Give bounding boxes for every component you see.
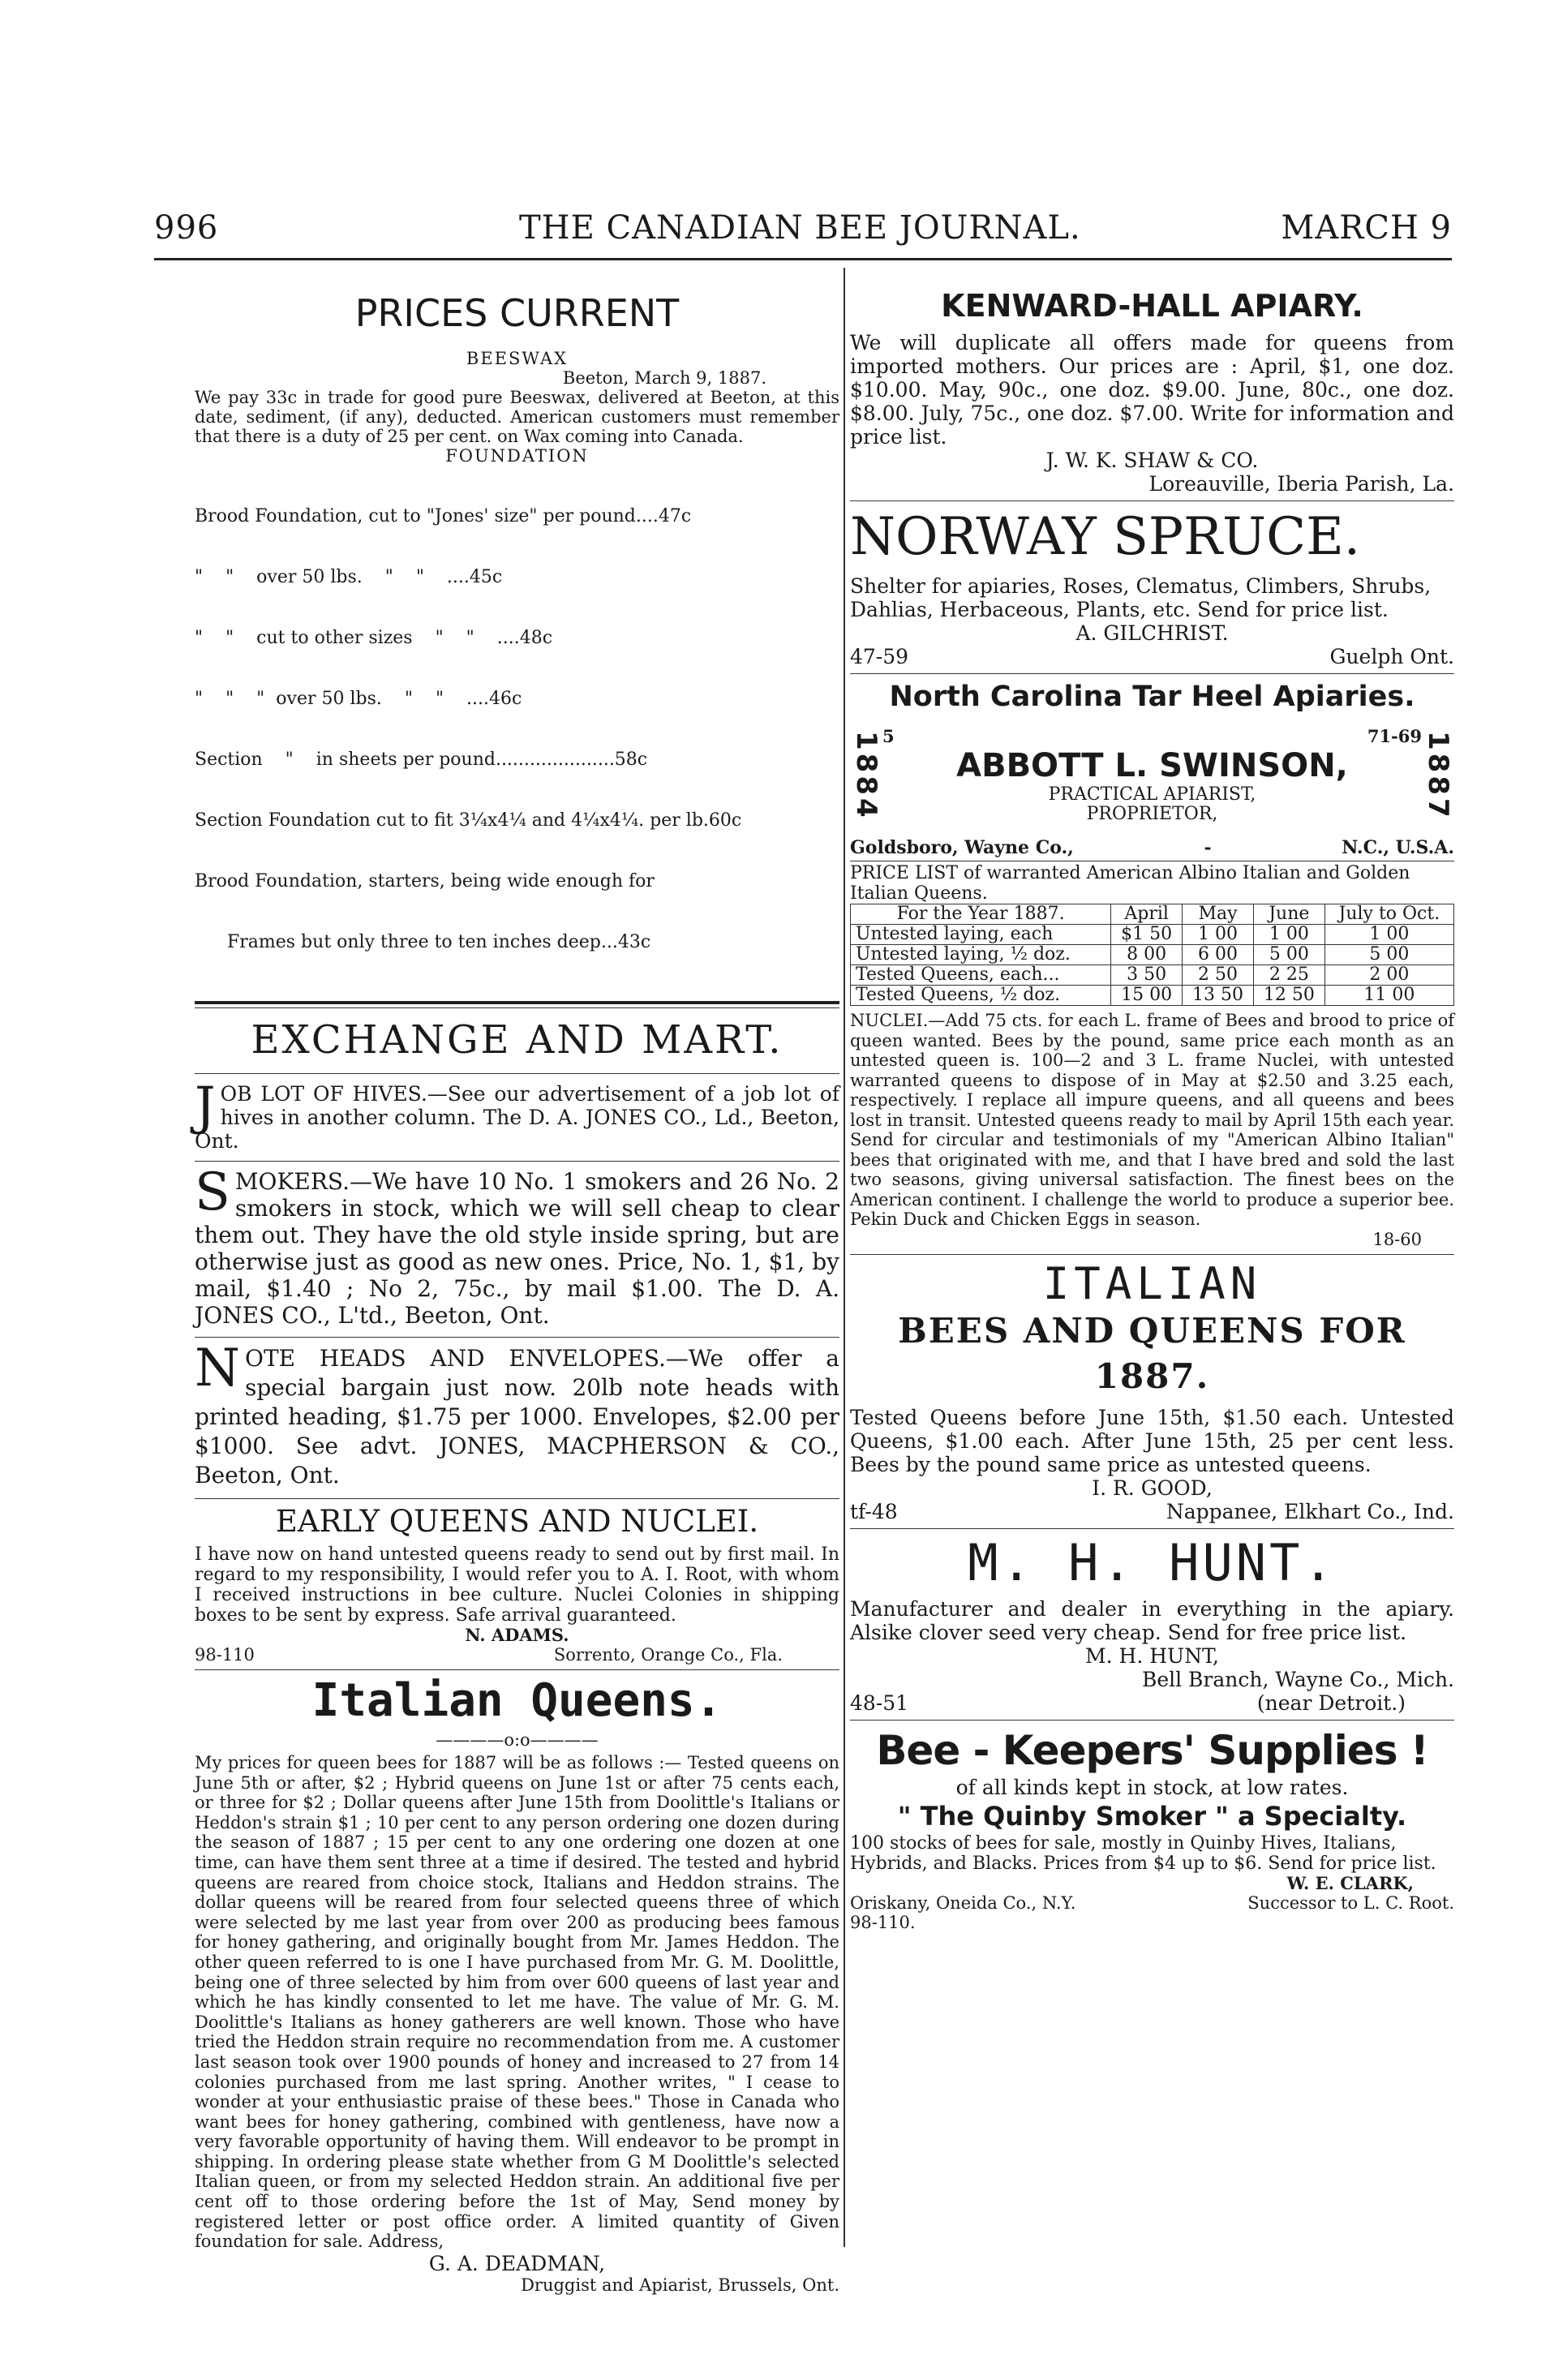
swinson-stamp: [850, 715, 1454, 836]
italian2-text: Tested Queens before June 15th, $1.50 each. Untested Queens, $1.00 each. After June 15th, 25 per cent less. Bees by the pound same price as untested queens.: [850, 1405, 1454, 1476]
keepers-successor: Successor to L. C. Root.: [1247, 1892, 1454, 1913]
table-row: [851, 965, 1454, 986]
italian-text: My prices for queen bees for 1887 will be as follows :— Tested queens on June 5th or after, $2 ; Hybrid queens on June 1st or after 75 cents each, or three for $2 ; Dollar queens after June 15th from Doolittle's Italians or Heddon's strain $1 ; 10 per cent to any person ordering one dozen during the season of 1887 ; 15 per cent to any one ordering one dozen at one time, can have them sent three at a time if desired. The tested and hybrid queens are reared from choice stock, Italians and Heddon strains. The dollar queens will be reared from four selected queens three of which were selected by me last year from over 200 as producing bees famous for honey gathering, and originally bought from Mr. James Heddon. The other queen referred to is one I have purchased from Mr. G. M. Doolittle, being one of three selected by him from over 600 queens of last year and which he has kindly consented to let me have. The value of Mr. G. M. Doolittle's Italians as honey gatherers are well known. Those who have tried the Heddon strain require no recommendation from me. A customer last season took over 1900 pounds of honey and increased to 27 from 14 colonies purchased from me last spring. Another writes, " I cease to wonder at your enthusiastic praise of these bees." Those in Canada who want bees for honey gathering, combined with gentleness, have now a very favorable opportunity of having them. Will endeavor to be prompt in shipping. In ordering please state whether from G M Doolittle's selected Italian queen, or from my selected Heddon strain. An additional five per cent off to those ordering before the 1st of May, Send money by registered letter or post office order. A limited quantity of Given foundation for sale. Address,: [195, 1753, 839, 2252]
keepers-code: 98-110.: [850, 1912, 916, 1932]
place-dash: -: [1204, 837, 1212, 858]
table-cell: 13 50: [1183, 986, 1254, 1006]
italian2-address: Nappanee, Elkhart Co., Ind.: [1166, 1499, 1454, 1523]
column-header: April: [1111, 904, 1183, 925]
drop-cap: J: [195, 1076, 216, 1136]
italian2-code: tf-48: [850, 1499, 898, 1523]
italian2-footer: [850, 1500, 1454, 1523]
kenward-hall-ad: [850, 286, 1454, 496]
kenward-title: KENWARD-HALL APIARY.: [941, 288, 1363, 324]
issue-date: MARCH 9: [1281, 209, 1452, 247]
table-cell: 2 25: [1253, 965, 1324, 986]
hunt-note: (near Detroit.): [1256, 1690, 1406, 1715]
section-rule: [195, 1669, 839, 1670]
hunt-text: Manufacturer and dealer in everything in the apiary. Alsike clover seed very cheap. Send for free price list.: [850, 1596, 1454, 1644]
section-rule: [195, 1073, 839, 1074]
foundation-head: FOUNDATION: [445, 446, 589, 466]
norway-spruce-ad: [850, 506, 1454, 668]
prices-current: [195, 290, 839, 993]
tar-heel-ad: [850, 679, 1454, 1249]
italian2-title1: ITALIAN: [1042, 1257, 1262, 1309]
column-header: For the Year 1887.: [851, 904, 1111, 925]
foundation-row: Section Foundation cut to fit 3¼x4¼ and 4¼x4¼. per lb.60c: [195, 810, 742, 831]
prices-title: PRICES CURRENT: [354, 291, 680, 335]
table-cell: 12 50: [1253, 986, 1324, 1006]
divider-ornament: ————o:o————: [436, 1730, 599, 1750]
kenward-address: Loreauville, Iberia Parish, La.: [1148, 472, 1454, 496]
page-number: 996: [154, 209, 219, 247]
journal-title: THE CANADIAN BEE JOURNAL.: [519, 209, 1081, 247]
section-rule: [850, 1528, 1454, 1529]
keepers-signer: W. E. CLARK,: [1286, 1872, 1414, 1893]
section-rule: [850, 1254, 1454, 1255]
italian-queens-ad: [195, 1675, 839, 2295]
hunt-code: 48-51: [850, 1690, 909, 1715]
foundation-row: Brood Foundation, cut to "Jones' size" per pound....47c: [195, 506, 692, 526]
table-header-row: [851, 904, 1454, 925]
early-queens-ad: [195, 1504, 839, 1665]
table-row: [851, 945, 1454, 965]
table-cell: 2 50: [1183, 965, 1254, 986]
table-cell: Untested laying, ½ doz.: [851, 945, 1111, 965]
note-heads-ad: [195, 1338, 839, 1490]
italian-signer: G. A. DEADMAN,: [428, 2251, 606, 2275]
section-rule: [850, 1720, 1454, 1721]
stamp-num-left: 5: [882, 726, 895, 746]
bee-keepers-ad: [850, 1725, 1454, 1932]
early-title: EARLY QUEENS AND NUCLEI.: [275, 1504, 759, 1539]
stamp-num-right: 71-69: [1367, 726, 1422, 746]
norway-code: 47-59: [850, 645, 909, 668]
section-rule: [195, 1498, 839, 1499]
table-cell: 5 00: [1253, 945, 1324, 965]
stamp-line1: PRACTICAL APIARIST,: [1048, 784, 1256, 805]
nc-title: North Carolina Tar Heel Apiaries.: [889, 681, 1415, 713]
quinby-line: " The Quinby Smoker " a Specialty.: [897, 1800, 1407, 1832]
nc-price-intro: PRICE LIST of warranted American Albino Italian and Golden Italian Queens.: [850, 863, 1410, 904]
norway-address: Guelph Ont.: [1329, 645, 1454, 668]
hunt-title: M. H. HUNT.: [968, 1532, 1337, 1592]
header-rule: [154, 258, 1452, 260]
nuclei-text: NUCLEI.—Add 75 cts. for each L. frame of Bees and brood to price of queen wanted. Bees by the pound, same price each month as an untested queen is. 100—2 and 3 L. frame Nuclei, with untested warranted queens to dispose of in May at $2.50 and 3.25 each, respectively. I replace all impure queens, and all queens and bees lost in transit. Untested queens ready to mail by April 15th each year. Send for circular and testimonials of my "American Albino Italian" bees that originated with me, and that I have bred and sold the last two seasons, giving universal satisfaction. The finest bees on the American continent. I challenge the world to produce a superior bee. Pekin Duck and Chicken Eggs in season.: [850, 1011, 1454, 1229]
left-column: [195, 268, 839, 2295]
prices-dateline: Beeton, March 9, 1887.: [562, 368, 766, 388]
foundation-row: " " " over 50 lbs. " " ....46c: [195, 689, 522, 709]
italian2-signer: I. R. GOOD,: [1092, 1476, 1213, 1500]
kenward-text: We will duplicate all offers made for queens from imported mothers. Our prices are : April, $1, one doz. $10.00. May, 90c., one doz. $9.00. June, 80c., one doz. $8.00. July, 75c., one doz. $7.00. Write for information and price list.: [850, 331, 1454, 449]
job-lot-text: OB LOT OF HIVES.—See our advertisement of a job lot of hives in another column. The D. A. JONES CO., Ld., Beeton, Ont.: [195, 1082, 839, 1153]
drop-cap: N: [195, 1338, 240, 1398]
right-column: [850, 268, 1454, 2255]
italian-bees-ad: [850, 1257, 1454, 1523]
beeswax-head: BEESWAX: [466, 349, 569, 368]
year-left: 1884: [850, 730, 882, 821]
note-heads-text: OTE HEADS AND ENVELOPES.—We offer a special bargain just now. 20lb note heads with printed heading, $1.75 per 1000. Envelopes, $2.00 per $1000. See advt. JONES, MACPHERSON & CO., Beeton, Ont.: [195, 1345, 839, 1489]
foundation-row: " " cut to other sizes " " ....48c: [195, 628, 553, 648]
norway-text: Shelter for apiaries, Roses, Clematus, Climbers, Shrubs, Dahlias, Herbaceous, Plants, etc. Send for price list.: [850, 574, 1432, 621]
table-row: [851, 925, 1454, 945]
stamp-line2: PROPRIETOR,: [1086, 804, 1218, 824]
queen-price-table: [850, 904, 1454, 1006]
running-head: [154, 209, 1452, 258]
column-header: May: [1183, 904, 1254, 925]
place-left: Goldsboro, Wayne Co.,: [850, 837, 1074, 858]
table-cell: 8 00: [1111, 945, 1183, 965]
early-code: 98-110: [195, 1645, 255, 1665]
table-cell: $1 50: [1111, 925, 1183, 945]
drop-cap: S: [195, 1162, 230, 1222]
table-cell: 1 00: [1183, 925, 1254, 945]
italian2-title2: BEES AND QUEENS FOR 1887.: [898, 1310, 1406, 1396]
nc-code: 18-60: [1372, 1229, 1422, 1249]
year-right: 1887: [1422, 730, 1454, 821]
early-signer: N. ADAMS.: [465, 1625, 569, 1645]
section-rule: [850, 500, 1454, 501]
smokers-ad: [195, 1162, 839, 1329]
foundation-row: Section " in sheets per pound.....................58c: [195, 750, 648, 770]
ad-rule: [195, 1161, 839, 1162]
italian-title: Italian Queens.: [311, 1674, 723, 1727]
foundation-price-list: [195, 466, 839, 993]
table-cell: 3 50: [1111, 965, 1183, 986]
hunt-footer: [850, 1691, 1454, 1715]
early-text: I have now on hand untested queens ready to send out by first mail. In regard to my responsibility, I would refer you to A. I. Root, with whom I received instructions in bee culture. Nuclei Colonies in shipping boxes to be sent by express. Safe arrival guaranteed.: [195, 1544, 839, 1626]
beeswax-text: We pay 33c in trade for good pure Beeswax, delivered at Beeton, at this date, sediment, (if any), deducted. American customers must remember that there is a duty of 25 per cent. on Wax coming into Canada.: [195, 388, 839, 446]
exchange-title: EXCHANGE AND MART.: [251, 1017, 784, 1063]
section-rule: [850, 673, 1454, 674]
early-footer: [195, 1645, 839, 1665]
norway-signer: A. GILCHRIST.: [1075, 621, 1229, 645]
hunt-ad: [850, 1534, 1454, 1715]
table-cell: 11 00: [1324, 986, 1453, 1006]
foundation-row: Brood Foundation, starters, being wide enough for: [195, 871, 655, 891]
keepers-title: Bee - Keepers' Supplies !: [876, 1726, 1428, 1774]
section-rule: [195, 1001, 839, 1004]
place-right: N.C., U.S.A.: [1342, 837, 1454, 858]
italian-address: Druggist and Apiarist, Brussels, Ont.: [521, 2275, 839, 2295]
table-cell: 5 00: [1324, 945, 1453, 965]
early-address: Sorrento, Orange Co., Fla.: [553, 1645, 783, 1665]
table-cell: 15 00: [1111, 986, 1183, 1006]
table-cell: 2 00: [1324, 965, 1453, 986]
stamp-numbers: [882, 727, 1422, 746]
foundation-row: " " over 50 lbs. " " ....45c: [195, 567, 503, 587]
table-cell: 1 00: [1253, 925, 1324, 945]
smokers-text: MOKERS.—We have 10 No. 1 smokers and 26 No. 2 smokers in stock, which we will sell cheap to clear them out. They have the old style inside spring, but are otherwise just as good as new ones. Price, No. 1, $1, by mail, $1.40 ; No 2, 75c., by mail $1.00. The D. A. JONES CO., L'td., Beeton, Ont.: [195, 1168, 839, 1329]
column-header: July to Oct.: [1324, 904, 1453, 925]
norway-footer: [850, 645, 1454, 668]
stamp-center: [882, 727, 1422, 824]
table-cell: Untested laying, each: [851, 925, 1111, 945]
keepers-sub: of all kinds kept in stock, at low rates.: [955, 1775, 1349, 1799]
nc-place: [850, 836, 1454, 859]
norway-title: NORWAY SPRUCE.: [850, 507, 1361, 567]
keepers-text: 100 stocks of bees for sale, mostly in Quinby Hives, Italians, Hybrids, and Blacks. Prices from $4 up to $6. Send for price list.: [850, 1832, 1436, 1874]
column-header: June: [1253, 904, 1324, 925]
ad-rule: [195, 1337, 839, 1338]
table-row: [851, 986, 1454, 1006]
column-divider: [844, 268, 845, 2247]
job-lot-ad: [195, 1076, 839, 1153]
exchange-and-mart: [195, 1015, 839, 1490]
keepers-address: Oriskany, Oneida Co., N.Y.: [850, 1892, 1076, 1913]
foundation-row: Frames but only three to ten inches deep...43c: [227, 932, 651, 952]
section-rule: [195, 1007, 839, 1008]
table-cell: Tested Queens, ½ doz.: [851, 986, 1111, 1006]
table-cell: 6 00: [1183, 945, 1254, 965]
kenward-signer: J. W. K. SHAW & CO.: [1045, 449, 1259, 472]
stamp-name: ABBOTT L. SWINSON,: [956, 747, 1348, 784]
hunt-address: Bell Branch, Wayne Co., Mich.: [1141, 1667, 1454, 1691]
hunt-signer: M. H. HUNT,: [1085, 1643, 1219, 1668]
keepers-footer: [850, 1893, 1454, 1913]
table-cell: 1 00: [1324, 925, 1453, 945]
table-cell: Tested Queens, each...: [851, 965, 1111, 986]
